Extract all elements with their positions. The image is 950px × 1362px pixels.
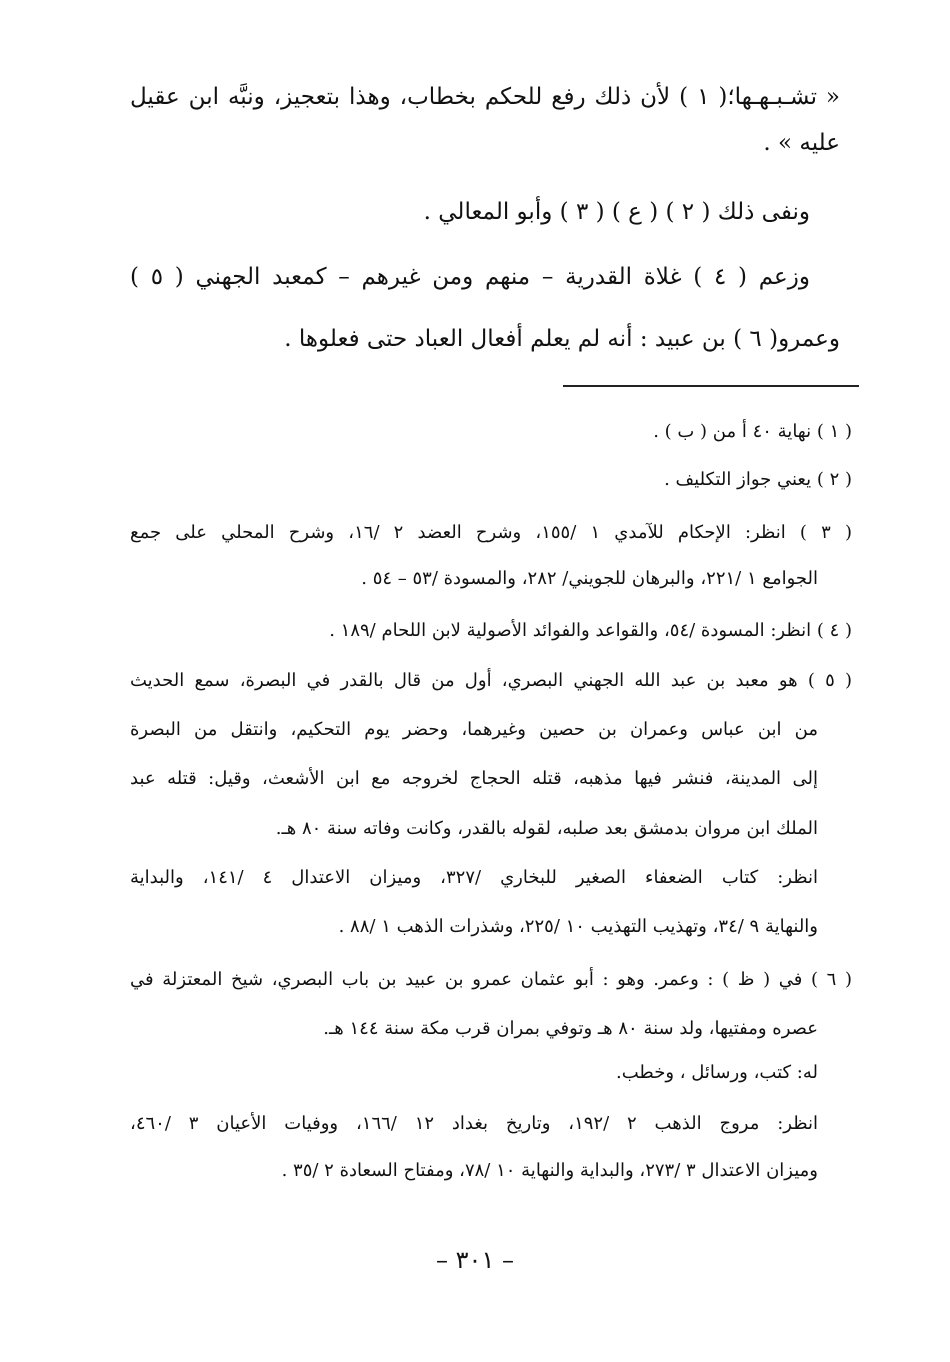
footnote-5-line-4: الملك ابن مروان بدمشق بعد صلبه، لقوله بالقدر، وكانت وفاته سنة ٨٠ هـ. xyxy=(275,818,818,839)
footnote-5-line-1: ( ٥ ) هو معبد بن عبد الله الجهني البصري، أول من قال بالقدر في البصرة، سمع الحديث xyxy=(130,670,852,691)
main-line-5: وعمرو( ٦ ) بن عبيد : أنه لم يعلم أفعال العباد حتى فعلوها . xyxy=(284,326,840,352)
footnote-6-line-4: انظر: مروج الذهب ٢ /١٩٢، وتاريخ بغداد ١٢ /١٦٦، ووفيات الأعيان ٣ /٤٦٠، xyxy=(130,1113,819,1134)
footnote-5-line-5: انظر: كتاب الضعفاء الصغير للبخاري /٣٢٧، وميزان الاعتدال ٤ /١٤١، والبداية xyxy=(130,867,819,888)
footnote-6-line-1: ( ٦ ) في ( ظ ) : وعمر. وهو : أبو عثمان عمرو بن عبيد بن باب البصري، شيخ المعتزلة في xyxy=(130,969,852,990)
footnote-6-line-2: عصره ومفتيها، ولد سنة ٨٠ هـ وتوفي بمران قرب مكة سنة ١٤٤ هـ. xyxy=(323,1018,818,1039)
footnote-3-line-1: ( ٣ ) انظر: الإحكام للآمدي ١ /١٥٥، وشرح العضد ٢ /١٦، وشرح المحلي على جمع xyxy=(130,522,852,543)
footnote-separator xyxy=(563,385,859,387)
footnote-6-line-3: له: كتب، ورسائل ، وخطب. xyxy=(616,1062,818,1083)
footnote-6-line-5: وميزان الاعتدال ٣ /٢٧٣، والبداية والنهاية ١٠ /٧٨، ومفتاح السعادة ٢ /٣٥ . xyxy=(281,1160,818,1181)
footnote-1: ( ١ ) نهاية ٤٠ أ من ( ب ) . xyxy=(653,421,852,442)
footnote-5-line-3: إلى المدينة، فنشر فيها مذهبه، قتله الحجاج لخروجه مع ابن الأشعث، وقيل: قتله عبد xyxy=(130,768,819,789)
footnote-2: ( ٢ ) يعني جواز التكليف . xyxy=(664,469,852,490)
main-line-3: ونفى ذلك ( ٢ ) ( ع ) ( ٣ ) وأبو المعالي . xyxy=(423,199,810,225)
page-number: – ٣٠١ – xyxy=(436,1246,514,1274)
footnote-5-line-6: والنهاية ٩ /٣٤، وتهذيب التهذيب ١٠ /٢٢٥، وشذرات الذهب ١ /٨٨ . xyxy=(338,916,818,937)
main-line-4: وزعم ( ٤ ) غلاة القدرية – منهم ومن غيرهم – كمعبد الجهني ( ٥ ) xyxy=(130,264,810,290)
main-line-2: عليه » . xyxy=(763,130,840,156)
footnotes xyxy=(130,410,852,1210)
main-line-1: « تشـبـهـها؛( ١ ) لأن ذلك رفع للحكم بخطاب، وهذا بتعجيز، ونبَّه ابن عقيل xyxy=(130,84,841,110)
footnote-3-line-2: الجوامع ١ /٢٢١، والبرهان للجويني/ ٢٨٢، والمسودة /٥٣ – ٥٤ . xyxy=(361,568,818,589)
footnote-5-line-2: من ابن عباس وعمران بن حصين وغيرهما، وحضر يوم التحكيم، وانتقل من البصرة xyxy=(130,719,818,740)
footnote-4: ( ٤ ) انظر: المسودة /٥٤، والقواعد والفوائد الأصولية لابن اللحام /١٨٩ . xyxy=(329,620,852,641)
